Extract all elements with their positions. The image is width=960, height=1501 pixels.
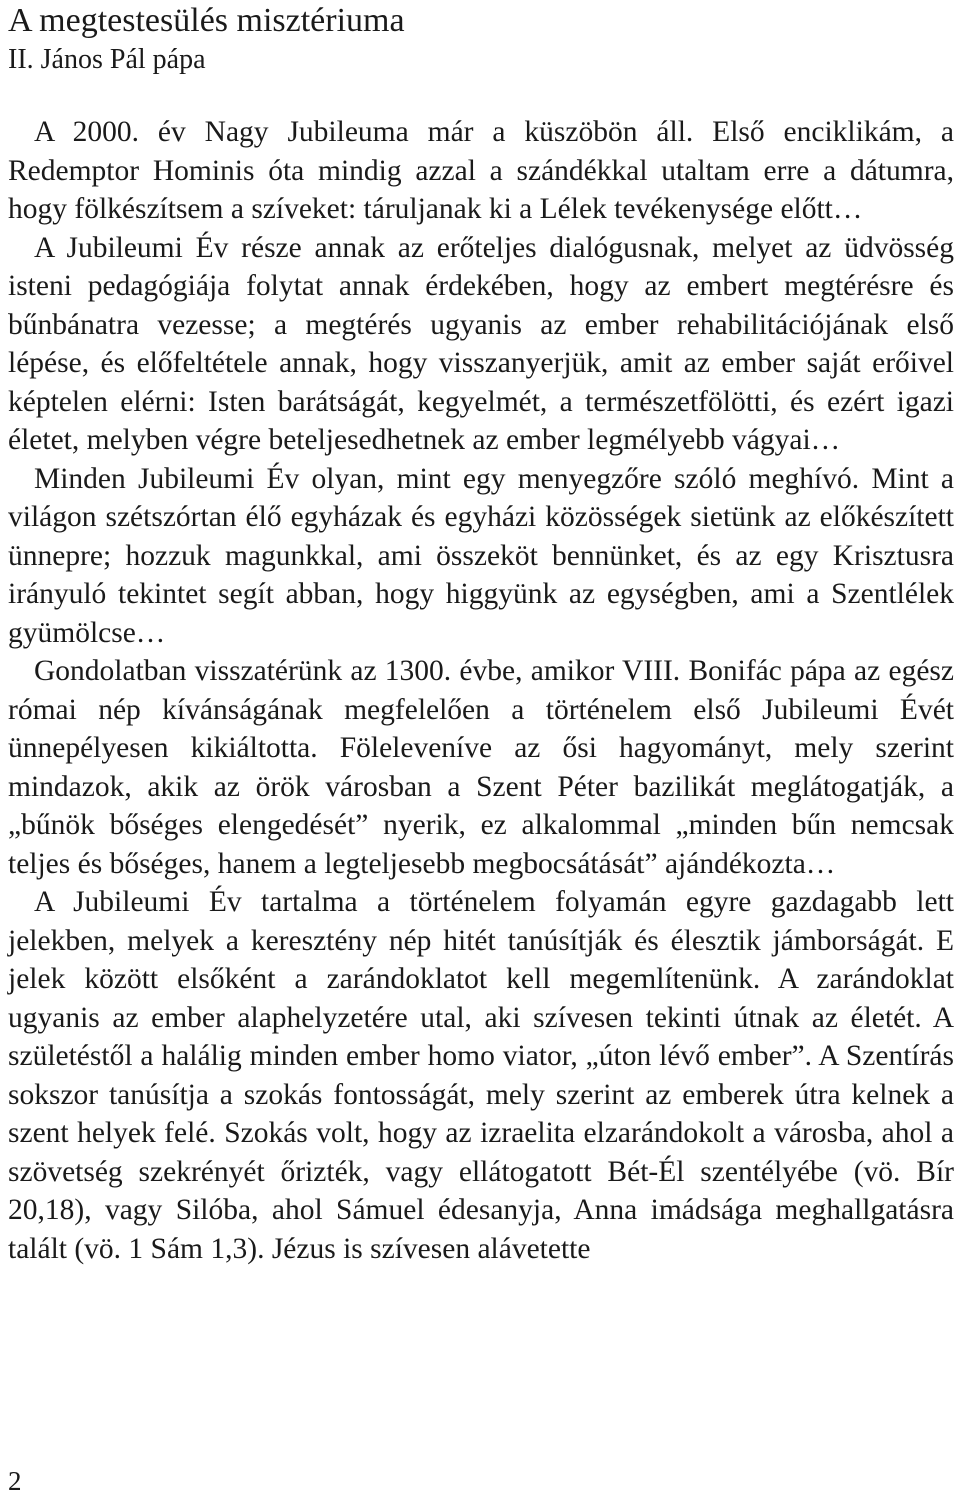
paragraph: A 2000. év Nagy Jubileuma már a küszöbön áll. Első enciklikám, a Redemptor Hominis óta mindig azzal a szándékkal utaltam erre a dátumra, hogy fölkészítsem a szíveket: táruljanak ki a Lélek tevékenysége előtt… xyxy=(8,116,954,225)
paragraph: Gondolatban visszatérünk az 1300. évbe, amikor VIII. Bonifác pápa az egész római nép kívánságának megfelelően a történelem első Jubileumi Évét ünnepélyesen kikiáltotta. Föleleveníve az ősi hagyományt, mely szerint mindazok, akik az örök városban a Szent Péter bazilikát meglátogatják, a „bűnök bőséges elengedését” nyerik, ez alkalommal „minden bűn nemcsak teljes és bőséges, hanem a legteljesebb megbocsátását” ajándékozta… xyxy=(8,655,954,880)
document-title: A megtestesülés misztériuma xyxy=(8,2,405,39)
paragraph: A Jubileumi Év tartalma a történelem folyamán egyre gazdagabb lett jelekben, melyek a keresztény nép hitét tanúsítják és élesztik jámborságát. E jelek között elsőként a zarándoklatot kell megemlítenünk. A zarándoklat ugyanis az ember alaphelyzetére utal, aki szívesen tekinti útnak az életét. A születéstől a halálig minden ember homo viator, „úton lévő ember”. A Szentírás sokszor tanúsítja a szokás fontosságát, mely szerint az emberek útra kelnek a szent helyek felé. Szokás volt, hogy az izraelita elzarándokolt a városba, ahol a szövetség szekrényét őrizték, vagy ellátogatott Bét-Él szentélyébe (vö. Bír 20,18), vagy Silóba, ahol Sámuel édesanyja, Anna imádsága meghallgatásra talált (vö. 1 Sám 1,3). Jézus is szívesen alávetette xyxy=(8,886,954,1265)
document-author: II. János Pál pápa xyxy=(8,44,206,75)
paragraph: A Jubileumi Év része annak az erőteljes dialógusnak, melyet az üdvösség isteni pedagógiája folytat annak érdekében, hogy az embert megtérésre és bűnbánatra vezesse; a megtérés ugyanis az ember rehabilitációjának első lépése, és előfeltétele annak, hogy visszanyerjük, amit az ember saját erőivel képtelen elérni: Isten barátságát, kegyelmét, a természetfölötti, és ezért igazi életet, melyben végre beteljesedhetnek az ember legmélyebb vágyai… xyxy=(8,231,954,456)
page-number: 2 xyxy=(8,1466,22,1496)
document-page xyxy=(8,0,954,1268)
paragraph: Minden Jubileumi Év olyan, mint egy menyegzőre szóló meghívó. Mint a világon szétszórtan élő egyházak és egyházi közösségek sietünk az előkészített ünnepre; hozzuk magunkkal, ami összeköt bennünket, és az egy Krisztusra irányuló tekintet segít abban, hogy higgyünk az egységben, ami a Szentlélek gyümölcse… xyxy=(8,462,954,649)
